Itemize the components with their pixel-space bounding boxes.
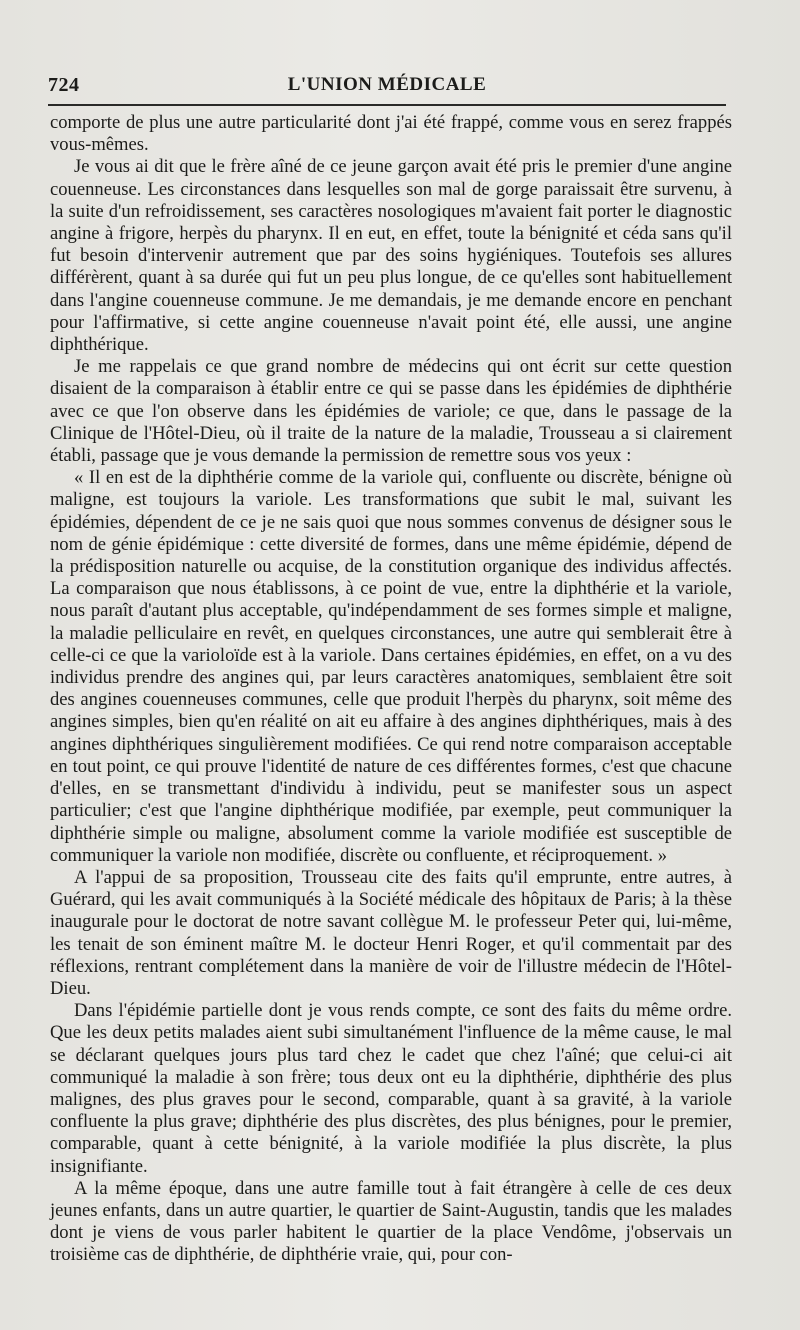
paragraph-6: Dans l'épidémie partielle dont je vous rends compte, ce sont des faits du même ordre. Que les deux petits malades aient subi simultanément l'influence de la même cause, le mal se déclarant quelques jours plus tard chez le cadet que chez l'aîné; que celui-ci ait communiqué la maladie à son frère; tous deux ont eu la diphthérie, diphthérie des plus malignes, des plus graves pour le second, comparable, quant à sa gravité, à la variole confluente la plus grave; diphthérie des plus discrètes, des plus bénignes, pour le premier, comparable, quant à cette bénignité, à la variole modifiée la plus discrète, la plus insignifiante. bbox=[50, 1000, 732, 1177]
page-number: 724 bbox=[48, 73, 80, 96]
page-body bbox=[50, 112, 732, 1326]
header-rule bbox=[48, 104, 726, 106]
paragraph-5: A l'appui de sa proposition, Trousseau cite des faits qu'il emprunte, entre autres, à Guérard, qui les avait communiqués à la Société médicale des hôpitaux de Paris; à la thèse inaugurale pour le doctorat de notre savant collègue M. le professeur Peter qui, lui-même, les tenait de son éminent maître M. le docteur Henri Roger, et qu'il commentait par des réflexions, rentrant complétement dans la manière de voir de l'illustre médecin de l'Hôtel-Dieu. bbox=[50, 866, 732, 999]
paragraph-3: Je me rappelais ce que grand nombre de médecins qui ont écrit sur cette question disaient de la comparaison à établir entre ce qui se passe dans les épidémies de diphthérie avec ce que l'on observe dans les épidémies de variole; ce que, dans le passage de la Clinique de l'Hôtel-Dieu, où il traite de la nature de la maladie, Trousseau a si clairement établi, passage que je vous demande la permission de remettre sous vos yeux : bbox=[50, 356, 732, 467]
paragraph-1: comporte de plus une autre particularité dont j'ai été frappé, comme vous en serez frappés vous-mêmes. bbox=[50, 112, 732, 156]
paragraph-2: Je vous ai dit que le frère aîné de ce jeune garçon avait été pris le premier d'une angine couenneuse. Les circonstances dans lesquelles son mal de gorge paraissait être survenu, à la suite d'un refroidissement, ses caractères nosologiques m'avaient fait porter le diagnostic angine à frigore, herpès du pharynx. Il en eut, en effet, toute la bénignité et céda sans qu'il fut besoin d'intervenir autrement que par des soins hygiéniques. Toutefois ses allures différèrent, quant à sa durée qui fut un peu plus longue, de ce qu'elles sont habituellement dans l'angine couenneuse commune. Je me demandais, je me demande encore en penchant pour l'affirmative, si cette angine couenneuse n'avait point été, elle aussi, une angine diphthérique. bbox=[50, 156, 732, 356]
paragraph-7: A la même époque, dans une autre famille tout à fait étrangère à celle de ces deux jeunes enfants, dans un autre quartier, le quartier de Saint-Augustin, tandis que les malades dont je viens de vous parler habitent le quartier de la place Vendôme, j'observais un troisième cas de diphthérie, de diphthérie vraie, qui, pour con- bbox=[50, 1177, 732, 1266]
paragraph-quote: « Il en est de la diphthérie comme de la variole qui, confluente ou discrète, bénigne où maligne, est toujours la variole. Les transformations que subit le mal, suivant les épidémies, dépendent de ce je ne sais quoi que nous sommes convenus de désigner sous le nom de génie épidémique : cette diversité de formes, dans une même épidémie, dépend de la prédisposition naturelle ou acquise, de la constitution organique des individus affectés. La comparaison que nous établissons, à ce point de vue, entre la diphthérie et la variole, nous paraît d'autant plus acceptable, qu'indépendamment de ses formes simple et maligne, la maladie pelliculaire en revêt, en quelques circonstances, une autre qui semblerait être à celle-ci ce que la varioloïde est à la variole. Dans certaines épidémies, en effet, on a vu des individus prendre des angines qui, par leurs caractères anatomiques, semblaient être soit des angines couenneuses communes, celle que produit l'herpès du pharynx, soit même des angines simples, bien qu'en réalité on ait eu affaire à des angines diphthériques, mais à des angines diphthériques singulièrement modifiées. Ce qui rend notre comparaison acceptable en tout point, ce qui prouve l'identité de nature de ces différentes formes, c'est que chacune d'elles, en se transmettant d'individu à individu, peut se manifester sous un aspect particulier; c'est que l'angine diphthérique modifiée, par exemple, peut communiquer la diphthérie simple ou maligne, absolument comme la variole modifiée est susceptible de communiquer la variole non modifiée, discrète ou confluente, et réciproquement. » bbox=[50, 467, 732, 866]
running-title: L'UNION MÉDICALE bbox=[287, 74, 487, 95]
page-header bbox=[48, 70, 726, 100]
